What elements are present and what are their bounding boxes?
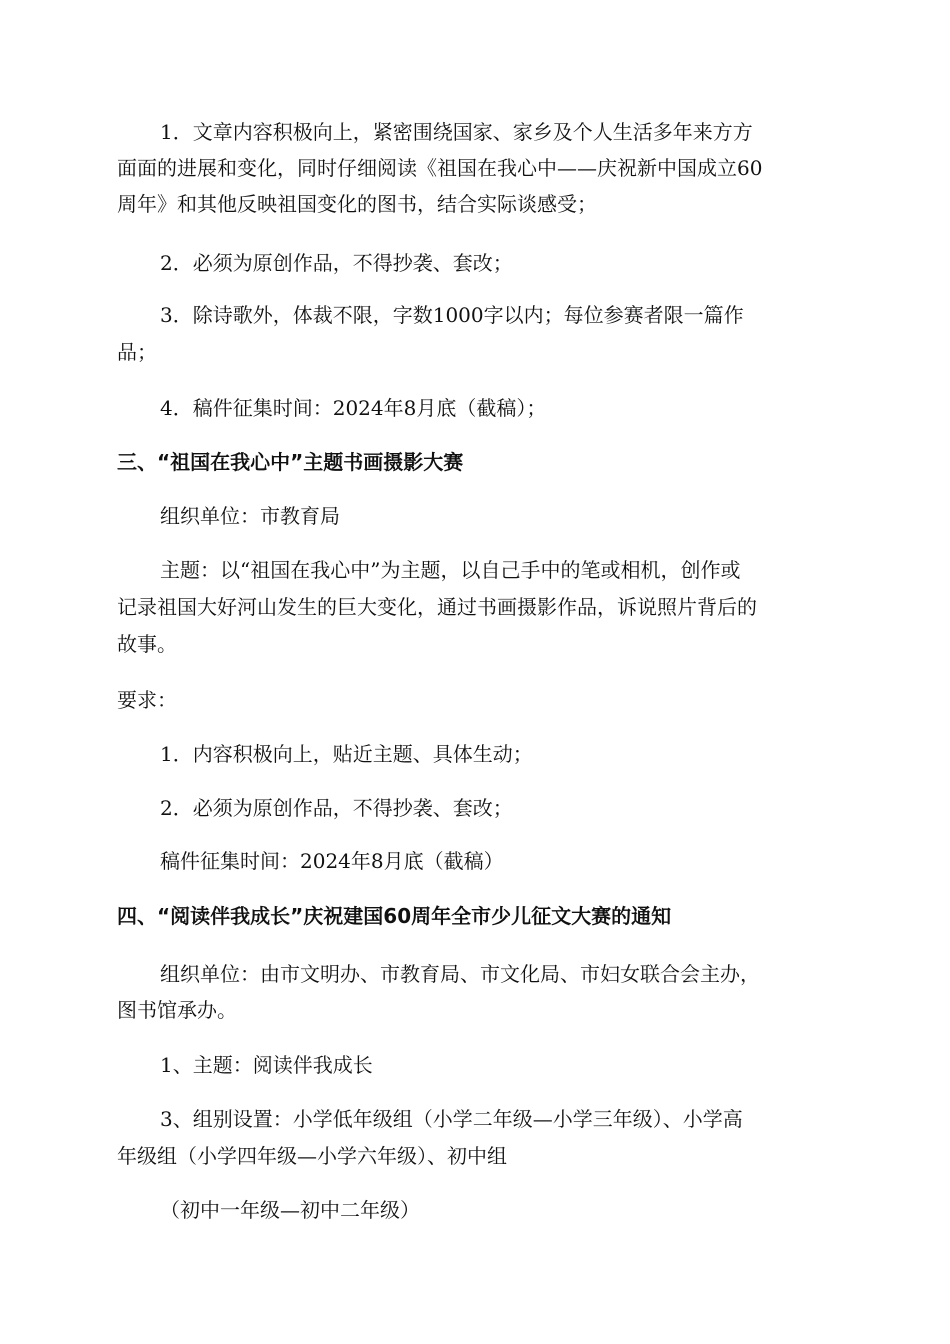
requirement-item-4: 4．稿件征集时间：2024年8月底（截稿）；	[160, 396, 547, 420]
section-3-requirement-1: 1．内容积极向上，贴近主题、具体生动；	[160, 742, 533, 766]
section-4-organizer-line-1: 组织单位：由市文明办、市教育局、市文化局、市妇女联合会主办，	[160, 962, 760, 986]
section-3-theme-line-3: 故事。	[117, 632, 177, 656]
section-4-heading: 四、“阅读伴我成长”庆祝建国60周年全市少儿征文大赛的通知	[117, 904, 672, 928]
section-3-requirement-2: 2．必须为原创作品，不得抄袭、套改；	[160, 796, 513, 820]
section-3-heading: 三、“祖国在我心中”主题书画摄影大赛	[117, 450, 464, 474]
requirement-item-3-line-1: 3．除诗歌外，体裁不限，字数1000字以内；每位参赛者限一篇作	[160, 303, 744, 327]
section-4-groups-line-3: （初中一年级—初中二年级）	[160, 1198, 420, 1222]
section-3-organizer: 组织单位：市教育局	[160, 504, 340, 528]
requirement-item-3-line-2: 品；	[117, 340, 157, 364]
requirement-item-1-line-1: 1．文章内容积极向上，紧密围绕国家、家乡及个人生活多年来方方	[160, 120, 753, 144]
section-4-organizer-line-2: 图书馆承办。	[117, 998, 237, 1022]
section-3-requirements-label: 要求：	[117, 688, 177, 712]
section-4-groups-line-2: 年级组（小学四年级—小学六年级）、初中组	[117, 1144, 507, 1168]
requirement-item-2: 2．必须为原创作品，不得抄袭、套改；	[160, 251, 513, 275]
section-4-groups-line-1: 3、组别设置：小学低年级组（小学二年级—小学三年级）、小学高	[160, 1107, 743, 1131]
section-3-theme-line-2: 记录祖国大好河山发生的巨大变化，通过书画摄影作品，诉说照片背后的	[117, 595, 757, 619]
section-3-theme-line-1: 主题：以“祖国在我心中”为主题，以自己手中的笔或相机，创作或	[160, 558, 741, 582]
section-3-deadline: 稿件征集时间：2024年8月底（截稿）	[160, 849, 504, 873]
section-4-theme: 1、主题：阅读伴我成长	[160, 1053, 373, 1077]
requirement-item-1-line-3: 周年》和其他反映祖国变化的图书，结合实际谈感受；	[117, 192, 597, 216]
requirement-item-1-line-2: 面面的进展和变化，同时仔细阅读《祖国在我心中——庆祝新中国成立60	[117, 156, 763, 180]
